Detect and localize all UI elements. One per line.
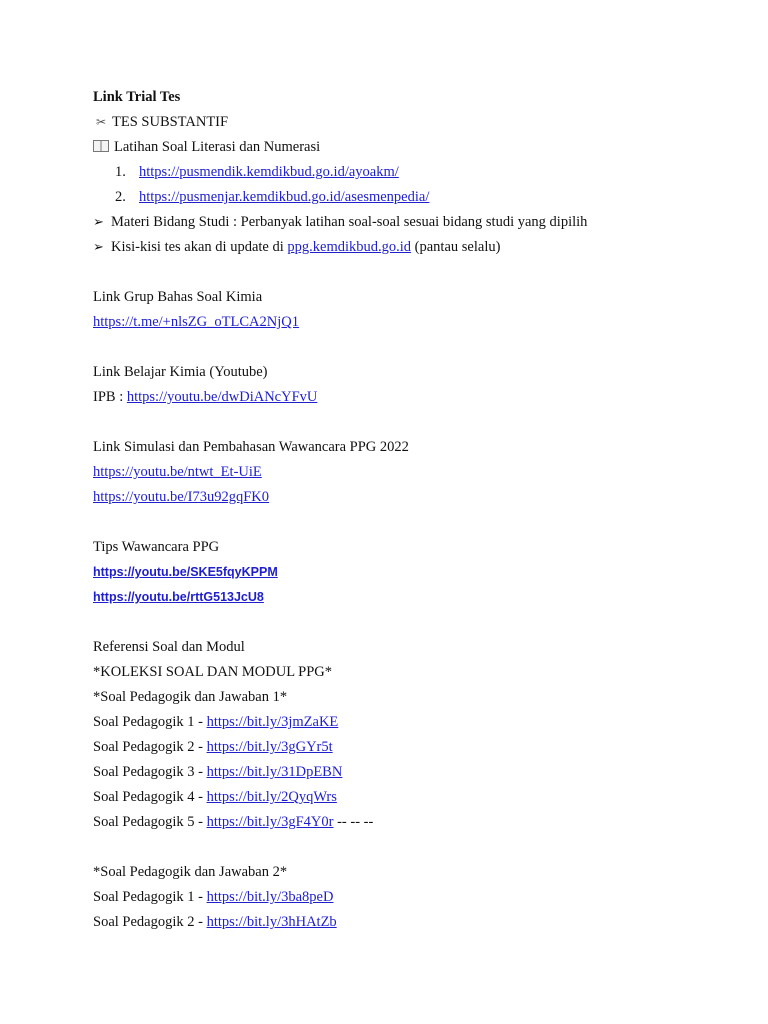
referensi-heading: Referensi Soal dan Modul [93,639,245,655]
list-number: 1. [115,164,126,180]
telegram-link[interactable]: https://t.me/+nlsZG_oTLCA2NjQ1 [93,314,299,330]
bitly-link[interactable]: https://bit.ly/2QyqWrs [206,789,337,805]
arrow-bullet-icon: ➢ [93,215,104,230]
tips-heading: Tips Wawancara PPG [93,539,220,555]
list-item [93,485,733,510]
list-item [93,460,733,485]
list-item [93,910,733,935]
group2-title: *Soal Pedagogik dan Jawaban 2* [93,864,288,880]
list-item [93,385,733,410]
list-number: 2. [115,189,126,205]
tes-substantif-label: TES SUBSTANTIF [112,114,229,130]
bitly-link[interactable]: https://bit.ly/31DpEBN [206,764,343,780]
soal-label: Soal Pedagogik 1 - [93,714,207,730]
koleksi-heading: *KOLEKSI SOAL DAN MODUL PPG* [93,664,332,680]
list-item [93,710,733,735]
bookmark-icon: ✂ [95,115,107,129]
book-icon [93,140,109,152]
page-title: Link Trial Tes [93,89,181,105]
list-item [93,310,733,335]
list-item [93,760,733,785]
list-item [93,885,733,910]
latihan-label: Latihan Soal Literasi dan Numerasi [114,139,321,155]
ppg-link[interactable]: ppg.kemdikbud.go.id [287,239,412,255]
youtube-link[interactable]: https://youtu.be/I73u92gqFK0 [93,489,270,505]
list-item [93,810,733,835]
pusmendik-link[interactable]: https://pusmendik.kemdikbud.go.id/ayoakm/ [139,164,399,180]
materi-bullet [93,210,733,235]
latihan-line [93,135,733,160]
list-item [93,785,733,810]
list-item [93,185,733,210]
belajar-heading: Link Belajar Kimia (Youtube) [93,364,268,380]
arrow-bullet-icon: ➢ [93,240,104,255]
pusmenjar-link[interactable]: https://pusmenjar.kemdikbud.go.id/asesmenpedia/ [139,189,430,205]
kisi-bullet [93,235,733,260]
group1-title: *Soal Pedagogik dan Jawaban 1* [93,689,288,705]
grup-heading: Link Grup Bahas Soal Kimia [93,289,263,305]
soal-label: Soal Pedagogik 4 - [93,789,207,805]
youtube-link[interactable]: https://youtu.be/dwDiANcYFvU [126,389,318,405]
soal-label: Soal Pedagogik 3 - [93,764,207,780]
soal-label: Soal Pedagogik 2 - [93,739,207,755]
document-page [93,85,733,935]
bitly-link[interactable]: https://bit.ly/3gGYr5t [206,739,333,755]
youtube-link[interactable]: https://youtu.be/rttG513JcU8 [93,590,264,604]
materi-text: Materi Bidang Studi : Perbanyak latihan soal-soal sesuai bidang studi yang dipilih [111,214,588,230]
soal-suffix: -- -- -- [333,814,374,830]
soal-label: Soal Pedagogik 5 - [93,814,207,830]
list-item [93,735,733,760]
tes-substantif-line [93,110,733,135]
youtube-link[interactable]: https://youtu.be/ntwt_Et-UiE [93,464,262,480]
bitly-link[interactable]: https://bit.ly/3gF4Y0r [206,814,334,830]
soal-label: Soal Pedagogik 1 - [93,889,207,905]
list-item [93,560,733,585]
bitly-link[interactable]: https://bit.ly/3ba8peD [206,889,334,905]
simulasi-heading: Link Simulasi dan Pembahasan Wawancara PPG 2022 [93,439,409,455]
kisi-prefix: Kisi-kisi tes akan di update di [111,239,288,255]
kisi-suffix: (pantau selalu) [411,239,501,255]
soal-label: Soal Pedagogik 2 - [93,914,207,930]
list-item [93,160,733,185]
bitly-link[interactable]: https://bit.ly/3hHAtZb [206,914,337,930]
youtube-link[interactable]: https://youtu.be/SKE5fqyKPPM [93,565,278,579]
bitly-link[interactable]: https://bit.ly/3jmZaKE [206,714,339,730]
list-item [93,585,733,610]
ipb-label: IPB : [93,389,127,405]
